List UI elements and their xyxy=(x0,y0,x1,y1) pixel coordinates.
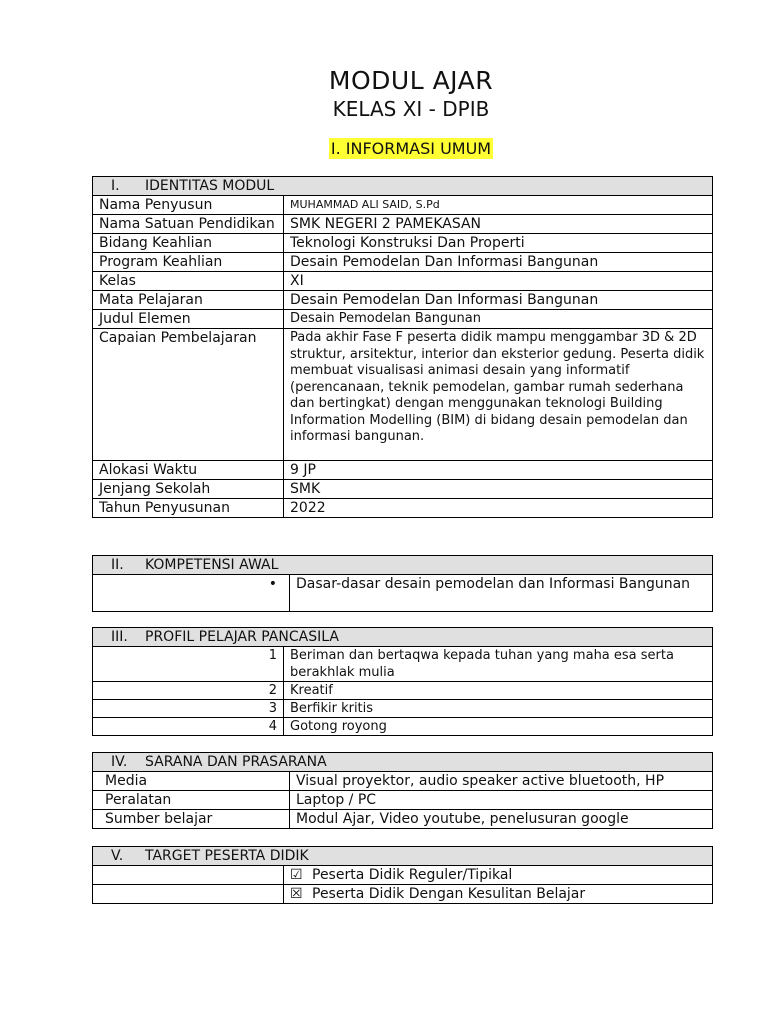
item-number: 1 xyxy=(93,647,284,682)
list-item xyxy=(284,866,713,885)
table-row xyxy=(93,575,713,612)
row-label: Mata Pelajaran xyxy=(93,291,284,310)
kompetensi-num: II. xyxy=(111,557,124,573)
row-value: SMK xyxy=(284,480,713,499)
table-row xyxy=(93,291,713,310)
identitas-header xyxy=(93,177,713,196)
target-header xyxy=(93,847,713,866)
row-label: Nama Penyusun xyxy=(93,196,284,215)
table-row xyxy=(93,682,713,700)
target-table xyxy=(92,846,713,904)
table-row xyxy=(93,810,713,829)
kompetensi-title: KOMPETENSI AWAL xyxy=(145,557,279,573)
row-value: Desain Pemodelan Dan Informasi Bangunan xyxy=(284,253,713,272)
table-row xyxy=(93,310,713,329)
row-value: 9 JP xyxy=(284,461,713,480)
row-value: Desain Pemodelan Bangunan xyxy=(284,310,713,329)
profil-title: PROFIL PELAJAR PANCASILA xyxy=(145,629,339,645)
sarana-table xyxy=(92,752,713,829)
doc-subtitle: KELAS XI - DPIB xyxy=(332,97,490,121)
row-label: Capaian Pembelajaran xyxy=(93,329,284,461)
list-item xyxy=(284,885,713,904)
checkbox-checked-icon: ☑ xyxy=(290,867,303,883)
empty-cell xyxy=(93,866,284,885)
row-label: Judul Elemen xyxy=(93,310,284,329)
row-value: 2022 xyxy=(284,499,713,518)
table-row xyxy=(93,272,713,291)
row-value: XI xyxy=(284,272,713,291)
item-number: 3 xyxy=(93,700,284,718)
row-value: Teknologi Konstruksi Dan Properti xyxy=(284,234,713,253)
target-title: TARGET PESERTA DIDIK xyxy=(145,848,309,864)
profil-header xyxy=(93,628,713,647)
row-label: Media xyxy=(93,772,290,791)
table-row xyxy=(93,196,713,215)
row-value: Visual proyektor, audio speaker active bluetooth, HP xyxy=(290,772,713,791)
table-row xyxy=(93,329,713,461)
row-value: Modul Ajar, Video youtube, penelusuran google xyxy=(290,810,713,829)
row-value: Laptop / PC xyxy=(290,791,713,810)
identitas-title: IDENTITAS MODUL xyxy=(145,178,275,194)
table-row xyxy=(93,253,713,272)
kompetensi-table xyxy=(92,555,713,612)
row-label: Bidang Keahlian xyxy=(93,234,284,253)
table-row xyxy=(93,772,713,791)
profil-num: III. xyxy=(111,629,128,645)
list-item: Kreatif xyxy=(284,682,713,700)
empty-cell xyxy=(93,885,284,904)
target-label: Peserta Didik Dengan Kesulitan Belajar xyxy=(312,886,586,902)
table-row xyxy=(93,461,713,480)
list-item: Berfikir kritis xyxy=(284,700,713,718)
table-row xyxy=(93,791,713,810)
row-value: SMK NEGERI 2 PAMEKASAN xyxy=(284,215,713,234)
row-label: Peralatan xyxy=(93,791,290,810)
table-row xyxy=(93,700,713,718)
sarana-header xyxy=(93,753,713,772)
kompetensi-header xyxy=(93,556,713,575)
bullet-icon: • xyxy=(93,575,290,612)
row-label: Jenjang Sekolah xyxy=(93,480,284,499)
list-item: Dasar-dasar desain pemodelan dan Informasi Bangunan xyxy=(290,575,713,612)
table-row xyxy=(93,480,713,499)
row-label: Sumber belajar xyxy=(93,810,290,829)
table-row xyxy=(93,499,713,518)
row-label: Alokasi Waktu xyxy=(93,461,284,480)
item-number: 2 xyxy=(93,682,284,700)
profil-table xyxy=(92,627,713,736)
target-label: Peserta Didik Reguler/Tipikal xyxy=(312,867,513,883)
table-row xyxy=(93,866,713,885)
doc-title: MODUL AJAR xyxy=(328,66,494,95)
row-value: Desain Pemodelan Dan Informasi Bangunan xyxy=(284,291,713,310)
table-row xyxy=(93,234,713,253)
list-item: Gotong royong xyxy=(284,718,713,736)
item-number: 4 xyxy=(93,718,284,736)
sarana-num: IV. xyxy=(111,754,128,770)
row-value: MUHAMMAD ALI SAID, S.Pd xyxy=(284,196,713,215)
target-num: V. xyxy=(111,848,124,864)
table-row xyxy=(93,215,713,234)
row-label: Program Keahlian xyxy=(93,253,284,272)
identitas-table xyxy=(92,176,713,518)
row-label: Nama Satuan Pendidikan xyxy=(93,215,284,234)
identitas-num: I. xyxy=(111,178,120,194)
section-heading xyxy=(0,139,768,158)
table-row xyxy=(93,885,713,904)
sarana-title: SARANA DAN PRASARANA xyxy=(145,754,327,770)
table-row xyxy=(93,647,713,682)
row-value: Pada akhir Fase F peserta didik mampu menggambar 3D & 2D struktur, arsitektur, interior dan eksterior gedung. Peserta didik membuat visualisasi animasi desain yang informatif (perencanaan, teknik pemodelan, gambar rumah sederhana dan bertingkat) dengan menggunakan teknologi Building Information Modelling (BIM) di bidang desain pemodelan dan informasi bangunan. xyxy=(284,329,713,461)
row-label: Tahun Penyusunan xyxy=(93,499,284,518)
row-label: Kelas xyxy=(93,272,284,291)
table-row xyxy=(93,718,713,736)
list-item: Beriman dan bertaqwa kepada tuhan yang maha esa serta berakhlak mulia xyxy=(284,647,713,682)
checkbox-crossed-icon: ☒ xyxy=(290,886,303,902)
section-heading-text: I. INFORMASI UMUM xyxy=(330,139,492,158)
